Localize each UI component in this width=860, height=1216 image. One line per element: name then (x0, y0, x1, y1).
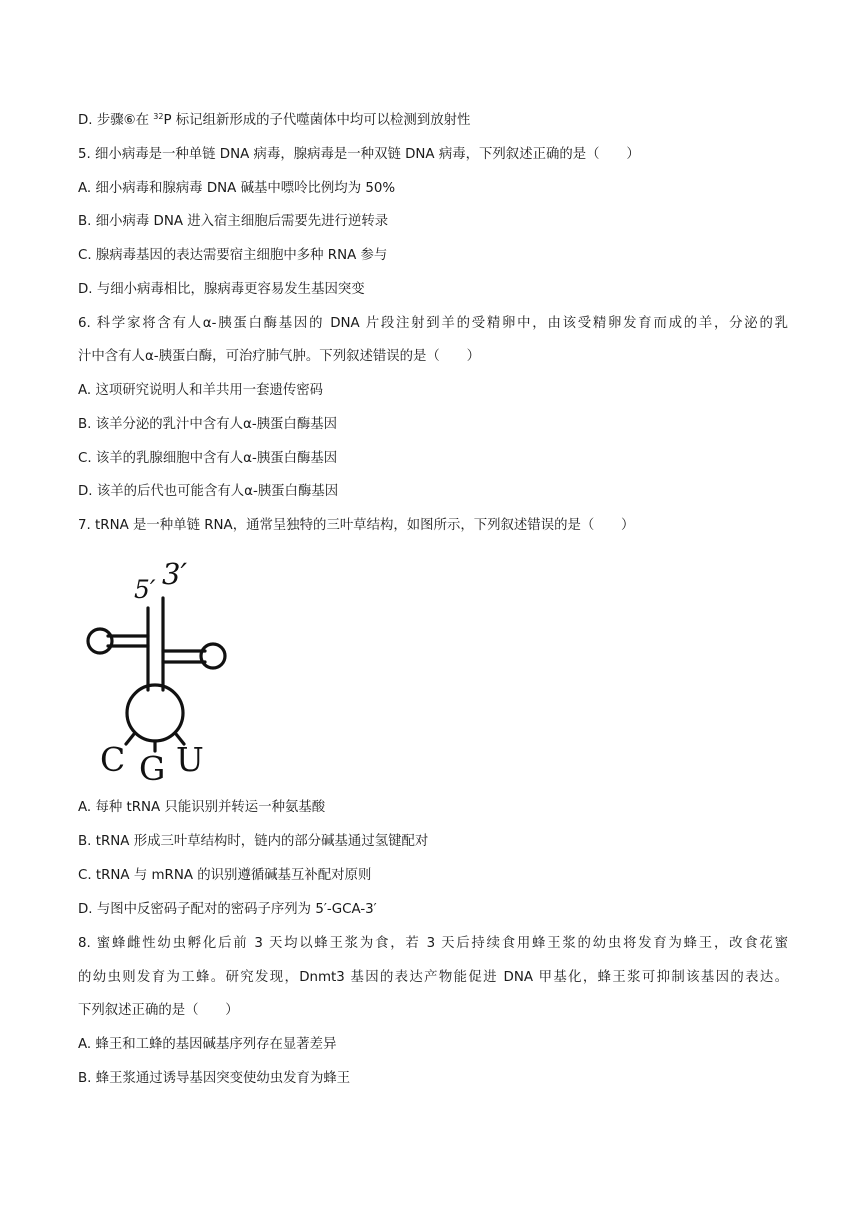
q7-stem: 7. tRNA 是一种单链 RNA，通常呈独特的三叶草结构，如图所示，下列叙述错误的是（ ） (78, 518, 635, 533)
q4-option-d: D. 步骤⑥在 $^{32}$P 标记组新形成的子代噬菌体中均可以检测到放射性 (78, 112, 471, 128)
q5-option-c: C. 腺病毒基因的表达需要宿主细胞中多种 RNA 参与 (78, 248, 388, 263)
q7-option-d: D. 与图中反密码子配对的密码子序列为 5′-GCA-3′ (78, 902, 377, 917)
q8-stem-line3: 下列叙述正确的是（ ） (78, 1003, 239, 1018)
trna-right-loop (201, 644, 225, 668)
label-3-prime: 3′ (162, 558, 188, 591)
q8-stem-line1: 8. 蜜蜂雌性幼虫孵化后前 3 天均以蜂王浆为食，若 3 天后持续食用蜂王浆的幼虫将发育为蜂王，改食花蜜 (78, 936, 788, 951)
trna-left-loop (88, 629, 112, 653)
base-u: U (176, 740, 204, 779)
q8-option-b: B. 蜂王浆通过诱导基因突变使幼虫发育为蜂王 (78, 1071, 351, 1086)
q6-option-c: C. 该羊的乳腺细胞中含有人α-胰蛋白酶基因 (78, 451, 338, 466)
q5-stem: 5. 细小病毒是一种单链 DNA 病毒，腺病毒是一种双链 DNA 病毒，下列叙述正确的是（ ） (78, 147, 640, 162)
base-g: G (139, 749, 166, 788)
q6-option-d: D. 该羊的后代也可能含有人α-胰蛋白酶基因 (78, 484, 339, 499)
trna-cloverleaf-figure (80, 558, 230, 788)
q5-option-d: D. 与细小病毒相比，腺病毒更容易发生基因突变 (78, 282, 365, 297)
q5-option-a: A. 细小病毒和腺病毒 DNA 碱基中嘌呤比例均为 50% (78, 181, 396, 196)
q6-option-b: B. 该羊分泌的乳汁中含有人α-胰蛋白酶基因 (78, 417, 337, 432)
q6-stem-line2: 汁中含有人α-胰蛋白酶，可治疗肺气肿。下列叙述错误的是（ ） (78, 349, 480, 364)
q7-option-b: B. tRNA 形成三叶草结构时，链内的部分碱基通过氢键配对 (78, 834, 429, 849)
superscript-32: 32 (153, 112, 164, 121)
trna-anticodon-loop (127, 685, 183, 741)
q8-stem-line2: 的幼虫则发育为工蜂。研究发现，Dnmt3 基因的表达产物能促进 DNA 甲基化，蜂王浆可抑制该基因的表达。 (78, 970, 788, 985)
base-c: C (100, 740, 126, 779)
q8-option-a: A. 蜂王和工蜂的基因碱基序列存在显著差异 (78, 1037, 337, 1052)
q5-option-b: B. 细小病毒 DNA 进入宿主细胞后需要先进行逆转录 (78, 214, 389, 229)
q7-option-a: A. 每种 tRNA 只能识别并转运一种氨基酸 (78, 800, 326, 815)
q7-option-c: C. tRNA 与 mRNA 的识别遵循碱基互补配对原则 (78, 868, 372, 883)
q6-option-a: A. 这项研究说明人和羊共用一套遗传密码 (78, 383, 324, 398)
q6-stem-line1: 6. 科学家将含有人α-胰蛋白酶基因的 DNA 片段注射到羊的受精卵中，由该受精卵发育而成的羊，分泌的乳 (78, 316, 788, 331)
label-5-prime: 5′ (134, 575, 156, 604)
